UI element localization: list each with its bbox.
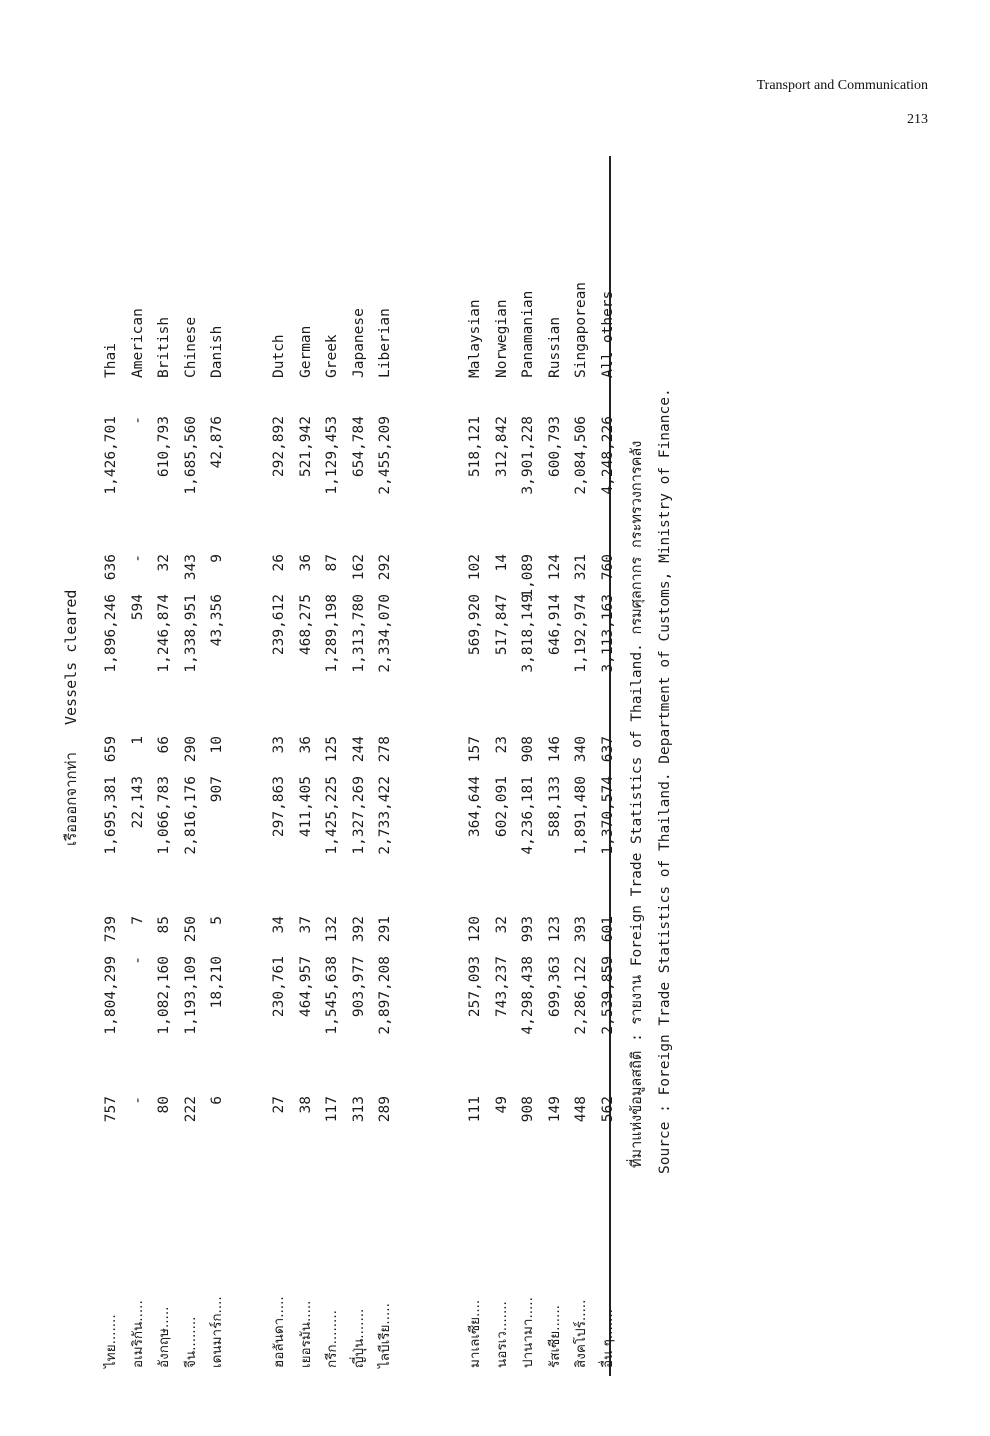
table-cell: 1,896,246 bbox=[103, 594, 119, 673]
table-cell: 602,091 bbox=[493, 776, 510, 838]
table-cell: 1,129,453 bbox=[324, 416, 340, 495]
table-cell: 393 bbox=[573, 916, 589, 943]
table-cell: 1,193,109 bbox=[182, 956, 199, 1035]
row-label-english: Malaysian bbox=[467, 299, 483, 378]
table-cell: 49 bbox=[493, 1096, 510, 1114]
table-cell: 292,892 bbox=[271, 416, 287, 478]
table-cell: 42,876 bbox=[209, 416, 225, 469]
table-cell: 312,842 bbox=[493, 416, 510, 478]
table-cell: 464,957 bbox=[297, 956, 314, 1018]
table-cell: 637 bbox=[599, 736, 616, 763]
row-label-thai: รัสเซีย...... bbox=[546, 1305, 563, 1368]
table-cell: 278 bbox=[377, 736, 393, 763]
table-cell: 1,338,951 bbox=[182, 594, 199, 673]
table-cell: 1,289,198 bbox=[324, 594, 340, 673]
table-cell: 297,863 bbox=[271, 776, 287, 838]
table-cell: 4,248,226 bbox=[599, 416, 616, 495]
table-cell: 43,356 bbox=[209, 594, 225, 647]
table-cell: 1,082,160 bbox=[156, 956, 172, 1035]
row-label-thai: ญี่ปุ่น....... bbox=[350, 1308, 367, 1368]
table-cell: 313 bbox=[350, 1096, 367, 1123]
table-cell: 32 bbox=[156, 554, 172, 572]
table-cell: 743,237 bbox=[493, 956, 510, 1018]
table-cell: 468,275 bbox=[297, 594, 314, 656]
table-cell: 343 bbox=[182, 554, 199, 581]
table-cell: 601 bbox=[599, 916, 616, 943]
table-cell: 340 bbox=[573, 736, 589, 763]
source-note-english: Source : Foreign Trade Statistics of Thailand. Department of Customs, Ministry of Finance. bbox=[657, 388, 673, 1174]
table-cell: 10 bbox=[209, 736, 225, 754]
table-cell: 1,545,638 bbox=[324, 956, 340, 1035]
table-cell: 392 bbox=[350, 916, 367, 943]
table-cell: 1,804,299 bbox=[103, 956, 119, 1035]
row-label-thai: อเมริกัน..... bbox=[129, 1300, 146, 1368]
table-cell: 907 bbox=[209, 776, 225, 803]
table-cell: 364,644 bbox=[467, 776, 483, 838]
table-cell: 85 bbox=[156, 916, 172, 934]
table-cell: 1,192,974 bbox=[573, 594, 589, 673]
table-cell: 517,847 bbox=[493, 594, 510, 656]
table-cell: 1,425,225 bbox=[324, 776, 340, 855]
table-cell: 903,977 bbox=[350, 956, 367, 1018]
table-caption: เรือออกจากท่า Vessels cleared bbox=[62, 589, 80, 846]
table-cell: 250 bbox=[182, 916, 199, 943]
row-label-thai: เยอรมัน..... bbox=[297, 1300, 314, 1368]
row-label-english: American bbox=[129, 308, 146, 378]
table-cell: 321 bbox=[573, 554, 589, 581]
table-cell: 610,793 bbox=[156, 416, 172, 478]
table-cell: 102 bbox=[467, 554, 483, 581]
table-cell: 36 bbox=[297, 554, 314, 572]
table-cell: 244 bbox=[350, 736, 367, 763]
table-cell: 22,143 bbox=[129, 776, 146, 829]
table-cell: 2,286,122 bbox=[573, 956, 589, 1035]
table-cell: 289 bbox=[377, 1096, 393, 1123]
row-label-english: Panamanian bbox=[520, 290, 536, 378]
row-label-thai: สิงคโปร์..... bbox=[573, 1299, 589, 1368]
row-label-thai: อื่น ๆ....... bbox=[599, 1309, 616, 1368]
row-label-thai: มาเลเซีย.... bbox=[467, 1299, 483, 1368]
table-cell: 760 bbox=[599, 554, 616, 581]
row-label-thai: ไลบีเรีย..... bbox=[377, 1303, 393, 1368]
table-cell: 162 bbox=[350, 554, 367, 581]
table-cell: 518,121 bbox=[467, 416, 483, 478]
table-cell: 448 bbox=[573, 1096, 589, 1123]
table-cell: 18,210 bbox=[209, 956, 225, 1009]
table-cell: 14 bbox=[493, 554, 510, 572]
table-cell: 146 bbox=[546, 736, 563, 763]
running-head: Transport and Communication bbox=[756, 78, 928, 93]
table-cell: 38 bbox=[297, 1096, 314, 1114]
table-cell: - bbox=[129, 1096, 146, 1105]
table-cell: 36 bbox=[297, 736, 314, 754]
table-cell: 27 bbox=[271, 1096, 287, 1114]
row-label-english: Singaporean bbox=[573, 281, 589, 378]
row-label-thai: ปานามา..... bbox=[520, 1297, 536, 1368]
table-cell: 34 bbox=[271, 916, 287, 934]
table-cell: 9 bbox=[209, 554, 225, 563]
table-cell: 993 bbox=[520, 916, 536, 943]
table-cell: 117 bbox=[324, 1096, 340, 1123]
table-cell: 1,089 bbox=[520, 554, 536, 598]
table-cell: 1,066,783 bbox=[156, 776, 172, 855]
table-cell: 1,426,701 bbox=[103, 416, 119, 495]
table-cell: 132 bbox=[324, 916, 340, 943]
table-cell: 3,113,163 bbox=[599, 594, 616, 673]
row-label-thai: ฮอลันดา..... bbox=[271, 1296, 287, 1368]
table-cell: 562 bbox=[599, 1096, 616, 1123]
table-cell: 66 bbox=[156, 736, 172, 754]
table-cell: 521,942 bbox=[297, 416, 314, 478]
table-cell: 1,370,574 bbox=[599, 776, 616, 855]
table-cell: 600,793 bbox=[546, 416, 563, 478]
row-label-thai: ไทย....... bbox=[103, 1314, 119, 1368]
table-cell: 2,334,070 bbox=[377, 594, 393, 673]
table-cell: 33 bbox=[271, 736, 287, 754]
table-cell: 292 bbox=[377, 554, 393, 581]
row-label-thai: นอรเว....... bbox=[493, 1301, 510, 1368]
table-cell: 291 bbox=[377, 916, 393, 943]
table-cell: - bbox=[129, 416, 146, 425]
row-label-english: Danish bbox=[209, 325, 225, 378]
table-cell: 5 bbox=[209, 916, 225, 925]
table-cell: 2,816,176 bbox=[182, 776, 199, 855]
table-cell: 739 bbox=[103, 916, 119, 943]
row-label-english: Thai bbox=[103, 343, 119, 378]
table-cell: 111 bbox=[467, 1096, 483, 1123]
row-label-english: Japanese bbox=[350, 308, 367, 378]
table-cell: 1,891,480 bbox=[573, 776, 589, 855]
row-label-english: British bbox=[156, 316, 172, 378]
row-label-english: Liberian bbox=[377, 308, 393, 378]
table-cell: 239,612 bbox=[271, 594, 287, 656]
table-cell: 654,784 bbox=[350, 416, 367, 478]
table-cell: 908 bbox=[520, 736, 536, 763]
table-cell: 411,405 bbox=[297, 776, 314, 838]
row-label-english: Norwegian bbox=[493, 299, 510, 378]
table-cell: 123 bbox=[546, 916, 563, 943]
table-cell: 569,920 bbox=[467, 594, 483, 656]
table-cell: 32 bbox=[493, 916, 510, 934]
row-label-english: Chinese bbox=[182, 316, 199, 378]
table-cell: 4,298,438 bbox=[520, 956, 536, 1035]
table-cell: 646,914 bbox=[546, 594, 563, 656]
table-cell: 2,455,209 bbox=[377, 416, 393, 495]
table-cell: 1 bbox=[129, 736, 146, 745]
table-cell: 2,733,422 bbox=[377, 776, 393, 855]
table-cell: 699,363 bbox=[546, 956, 563, 1018]
table-cell: 87 bbox=[324, 554, 340, 572]
table-cell: 7 bbox=[129, 916, 146, 925]
row-label-english: Russian bbox=[546, 316, 563, 378]
table-cell: 588,133 bbox=[546, 776, 563, 838]
table-cell: 80 bbox=[156, 1096, 172, 1114]
row-label-english: Greek bbox=[324, 334, 340, 378]
row-label-english: German bbox=[297, 325, 314, 378]
table-cell: 636 bbox=[103, 554, 119, 581]
table-cell: 23 bbox=[493, 736, 510, 754]
table-cell: 594 bbox=[129, 594, 146, 621]
table-cell: 230,761 bbox=[271, 956, 287, 1018]
table-cell: 222 bbox=[182, 1096, 199, 1123]
table-cell: - bbox=[129, 956, 146, 965]
table-cell: 2,897,208 bbox=[377, 956, 393, 1035]
table-cell: 26 bbox=[271, 554, 287, 572]
table-cell: 124 bbox=[546, 554, 563, 581]
row-label-thai: เดนมาร์ก.... bbox=[209, 1296, 225, 1368]
source-note-thai: ที่มาแห่งข้อมูลสถิติ : รายงาน Foreign Trade Statistics of Thailand. กรมศุลกากร กระทรวงการคลัง bbox=[629, 440, 645, 1168]
table-cell: 1,695,381 bbox=[103, 776, 119, 855]
table-cell: 908 bbox=[520, 1096, 536, 1123]
row-label-thai: จีน........ bbox=[182, 1316, 199, 1368]
table-cell: 1,327,269 bbox=[350, 776, 367, 855]
table-cell: 2,084,506 bbox=[573, 416, 589, 495]
page-number: 213 bbox=[907, 112, 928, 127]
table-cell: 1,246,874 bbox=[156, 594, 172, 673]
table-cell: 4,236,181 bbox=[520, 776, 536, 855]
row-label-english: All others bbox=[599, 290, 616, 378]
table-cell: 120 bbox=[467, 916, 483, 943]
table-cell: 125 bbox=[324, 736, 340, 763]
table-cell: 37 bbox=[297, 916, 314, 934]
table-cell: - bbox=[129, 554, 146, 563]
table-cell: 659 bbox=[103, 736, 119, 763]
row-label-thai: กรีก........ bbox=[324, 1310, 340, 1368]
row-label-thai: อังกฤษ..... bbox=[156, 1306, 172, 1368]
table-cell: 157 bbox=[467, 736, 483, 763]
table-cell: 3,818,149 bbox=[520, 594, 536, 673]
table-cell: 257,093 bbox=[467, 956, 483, 1018]
table-cell: 2,539,859 bbox=[599, 956, 616, 1035]
table-cell: 1,313,780 bbox=[350, 594, 367, 673]
row-label-english: Dutch bbox=[271, 334, 287, 378]
table-cell: 1,685,560 bbox=[182, 416, 199, 495]
table-cell: 6 bbox=[209, 1096, 225, 1105]
table-cell: 757 bbox=[103, 1096, 119, 1123]
table-cell: 3,901,228 bbox=[520, 416, 536, 495]
table-cell: 290 bbox=[182, 736, 199, 763]
table-cell: 149 bbox=[546, 1096, 563, 1123]
